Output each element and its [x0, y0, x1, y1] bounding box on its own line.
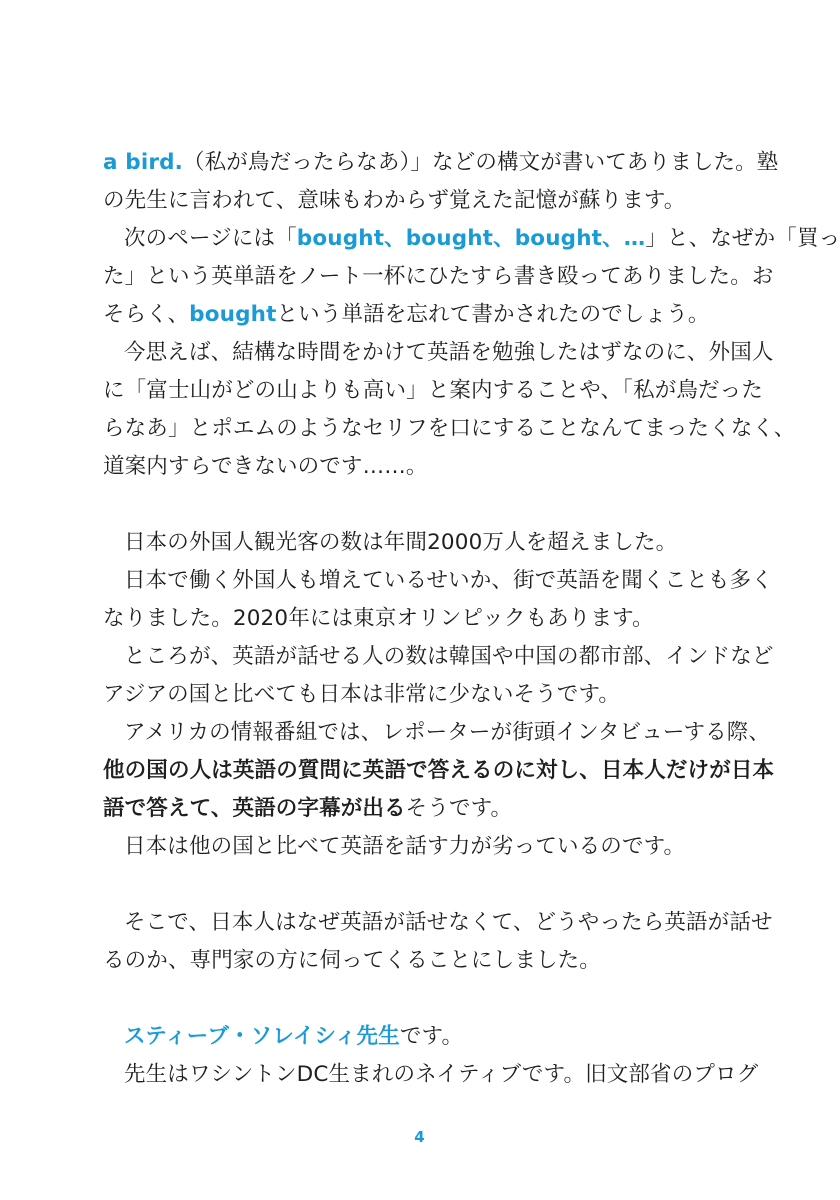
teacher-name: スティーブ・ソレイシィ先生 — [124, 1024, 400, 1049]
text-line: るのか、専門家の方に伺ってくることにしました。 — [103, 948, 601, 973]
text-line: らなあ」とポエムのようなセリフを口にすることなんてまったくなく、 — [103, 416, 796, 441]
body-text: という単語を忘れて書かされたのでしょう。 — [276, 302, 710, 327]
text-line: アメリカの情報番組では、レポーターが街頭インタビューする際、 — [124, 720, 771, 745]
body-text: 」と、なぜか「買っ — [645, 226, 840, 251]
english-phrase: bought、bought、bought、… — [296, 226, 646, 251]
body-text: 次のページには「 — [124, 226, 297, 251]
english-phrase: a bird. — [103, 150, 183, 175]
text-line: 日本で働く外国人も増えているせいか、街で英語を聞くことも多く — [124, 568, 773, 593]
text-line: なりました。2020年には東京オリンピックもあります。 — [103, 606, 654, 631]
text-line: 今思えば、結構な時間をかけて英語を勉強したはずなのに、外国人 — [124, 340, 774, 365]
text-line: 日本の外国人観光客の数は年間2000万人を超えました。 — [124, 530, 678, 555]
text-line: 日本は他の国と比べて英語を話す力が劣っているのです。 — [124, 834, 686, 859]
text-line: に「富士山がどの山よりも高い」と案内することや、「私が鳥だった — [103, 378, 763, 403]
text-line: の先生に言われて、意味もわからず覚えた記憶が蘇ります。 — [103, 188, 686, 213]
text-line: アジアの国と比べても日本は非常に少ないそうです。 — [103, 682, 621, 707]
text-line — [124, 219, 840, 259]
page-number: 4 — [414, 1128, 425, 1146]
body-text: そらく、 — [103, 302, 190, 327]
bold-text: 語で答えて、英語の字幕が出る — [103, 796, 406, 821]
text-line: 先生はワシントンDC生まれのネイティブです。旧文部省のプログ — [124, 1062, 759, 1087]
text-line — [124, 1017, 739, 1057]
text-line: ところが、英語が話せる人の数は韓国や中国の都市部、インドなど — [124, 644, 774, 669]
text-line — [103, 789, 739, 829]
text-line — [103, 295, 739, 335]
text-line: 道案内すらできないのです……。 — [103, 454, 428, 479]
text-line: そこで、日本人はなぜ英語が話せなくて、どうやったら英語が話せ — [124, 910, 773, 935]
body-text: （私が鳥だったらなあ）」などの構文が書いてありました。塾 — [182, 150, 779, 175]
text-line: た」という英単語をノート一杯にひたすら書き殴ってありました。お — [103, 264, 774, 289]
text-line-bold: 他の国の人は英語の質問に英語で答えるのに対し、日本人だけが日本 — [103, 758, 775, 783]
body-text: です。 — [399, 1024, 464, 1049]
english-phrase: bought — [189, 302, 277, 327]
text-line — [103, 143, 779, 183]
body-text: そうです。 — [405, 796, 513, 821]
